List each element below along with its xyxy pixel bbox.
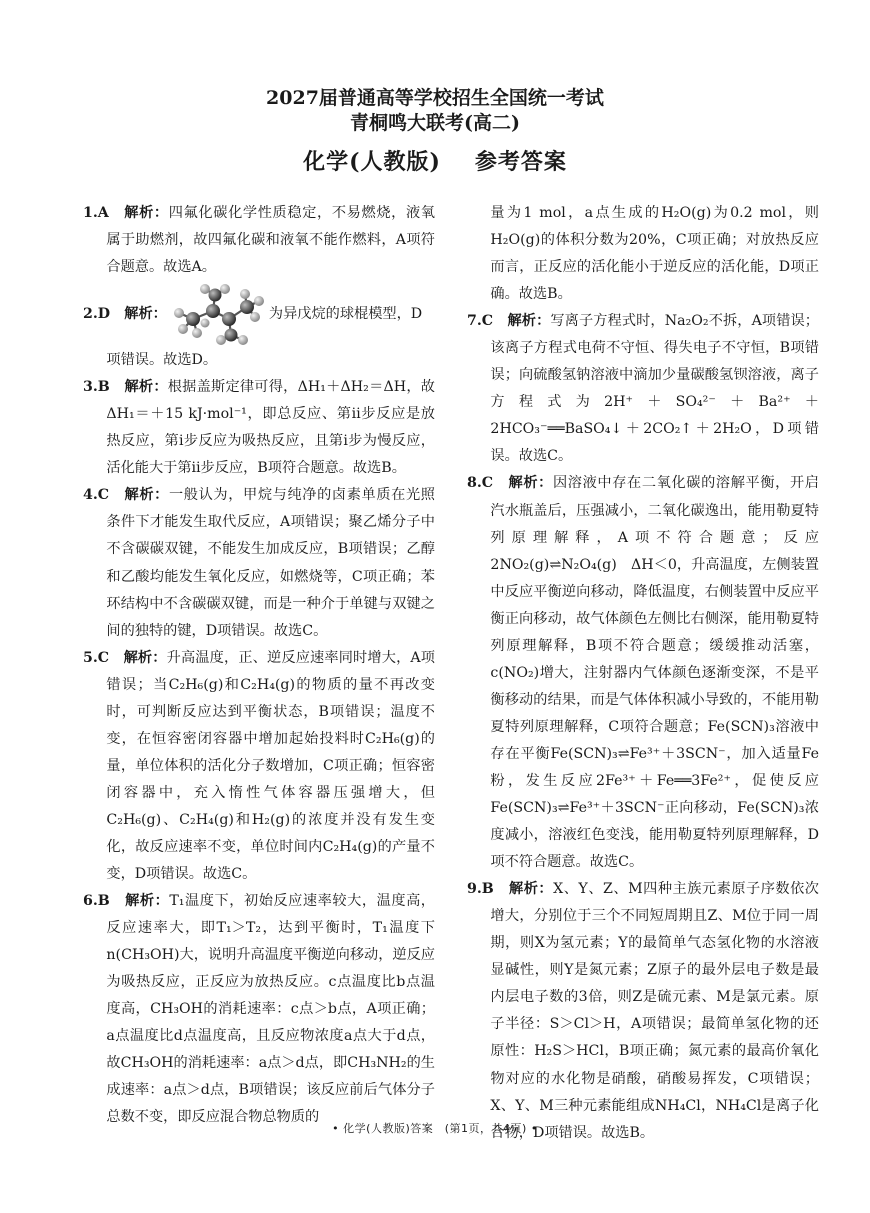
answer-4 [83,482,435,644]
answer-8-text: 因溶液中存在二氧化碳的溶解平衡，开启汽水瓶盖后，压强减小，二氧化碳逸出，能用勒夏特列原理解释，A项不符合题意；反应2NO₂(g)⇌N₂O₄(g) ΔH＜0，升高温度，左侧装置中反应平衡逆向移动，降低温度，右侧装置中反应平衡正向移动，故气体颜色左侧比右侧深，能用勒夏特列原理解释，B项不符合题意；缓缓推动活塞，c(NO₂)增大，注射器内气体颜色逐渐变深，不是平衡移动的结果，而是气体体积减小导致的，不能用勒夏特列原理解释，C项符合题意；Fe(SCN)₃溶液中存在平衡Fe(SCN)₃⇌Fe³⁺＋3SCN⁻，加入适量Fe粉，发生反应2Fe³⁺＋Fe══3Fe²⁺，促使反应Fe(SCN)₃⇌Fe³⁺＋3SCN⁻正向移动，Fe(SCN)₃浓度减小，溶液红色变浅，能用勒夏特列原理解释，D项不符合题意。故选C。 [490,475,819,871]
answer-6 [83,888,435,1131]
answer-2-cont: 项错误。故选D。 [106,352,218,369]
answer-3-text: 根据盖斯定律可得，ΔH₁＋ΔH₂＝ΔH，故ΔH₁＝＋15 kJ·mol⁻¹，即总反应、第ⅱ步反应是放热反应，第ⅰ步反应为吸热反应，且第ⅰ步为慢反应，活化能大于第ⅱ步反应，B项符合题意。故选B。 [106,379,435,477]
answer-8-head: 8.C 解析： [467,475,553,492]
answer-5-text: 升高温度，正、逆反应速率同时增大，A项错误；当C₂H₆(g)和C₂H₄(g)的物质的量不再改变时，可判断反应达到平衡状态，B项错误；温度不变，在恒容密闭容器中增加起始投料时C₂H₆(g)的量，单位体积的活化分子数增加，C项正确；恒容密闭容器中，充入惰性气体容器压强增大，但C₂H₆(g)、C₂H₄(g)和H₂(g)的浓度并没有发生变化，故反应速率不变，单位时间内C₂H₄(g)的产量不变，D项错误。故选C。 [106,649,435,883]
answer-4-text: 一般认为，甲烷与纯净的卤素单质在光照条件下才能发生取代反应，A项错误；聚乙烯分子中不含碳碳双键，不能发生加成反应，B项错误；乙醇和乙酸均能发生氧化反应，如燃烧等，C项正确；苯环结构中不含碳碳双键，而是一种介于单键与双键之间的独特的键，D项错误。故选C。 [106,487,435,639]
answer-6-cont: 量为1 mol，a点生成的H₂O(g)为0.2 mol，则H₂O(g)的体积分数为20%，C项正确；对放热反应而言，正反应的活化能小于逆反应的活化能，D项正确。故选B。 [490,205,819,303]
answer-2-text: 为异戊烷的球棍模型，D [268,305,423,322]
doc-type: 参考答案 [474,149,567,175]
isopentane-ball-stick-model-image [171,283,267,345]
answer-5-head: 5.C 解析： [83,649,167,666]
answer-4-head: 4.C 解析： [83,487,169,504]
exam-title: 2027届普通高等学校招生全国统一考试 [266,87,604,109]
answer-2 [83,281,435,347]
answer-7-text: 写离子方程式时，Na₂O₂不拆，A项错误；该离子方程式电荷不守恒、得失电子不守恒，B项错误；向硫酸氢钠溶液中滴加少量碳酸氢钡溶液，离子方程式为2H⁺＋SO₄²⁻＋Ba²⁺＋2HCO₃⁻══BaSO₄↓＋2CO₂↑＋2H₂O，D项错误。故选C。 [490,313,819,465]
answer-3-head: 3.B 解析： [83,379,168,396]
answer-3 [83,374,435,482]
answer-9-text: X、Y、Z、M四种主族元素原子序数依次增大，分别位于三个不同短周期且Z、M位于同一周期，则X为氢元素；Y的最简单气态氢化物的水溶液显碱性，则Y是氮元素；Z原子的最外层电子数是最内层电子数的3倍，则Z是硫元素、M是氯元素。原子半径：S＞Cl＞H，A项错误；最简单氢化物的还原性：H₂S＞HCl，B项正确；氮元素的最高价氧化物对应的水化物是硝酸，硝酸易挥发，C项错误；X、Y、M三种元素能组成NH₄Cl，NH₄Cl是离子化合物，D项错误。故选B。 [490,881,819,1141]
answer-1 [83,200,435,281]
right-column [467,200,819,1147]
subject-name: 化学(人教版) [303,149,441,175]
answer-2-head: 2.D 解析： [83,305,167,322]
answer-6-head: 6.B 解析： [83,893,170,910]
answer-8 [467,470,819,876]
answer-9 [467,876,819,1146]
answer-9-head: 9.B 解析： [467,881,554,898]
subject-heading [0,145,870,176]
answer-7-head: 7.C 解析： [467,313,551,330]
page-footer: • 化学(人教版)答案 (第1页，共4页) • [332,1122,538,1135]
answer-5 [83,645,435,888]
left-column [83,200,435,1132]
exam-subtitle: 青桐鸣大联考(高二) [350,112,520,134]
answer-1-text: 四氟化碳化学性质稳定，不易燃烧，液氧属于助燃剂，故四氟化碳和液氧不能作燃料，A项符合题意。故选A。 [106,205,435,276]
answer-7 [467,308,819,470]
answer-1-head: 1.A 解析： [83,205,169,221]
answer-6-text: T₁温度下，初始反应速率较大，温度高，反应速率大，即T₁＞T₂，达到平衡时，T₁温度下n(CH₃OH)大，说明升高温度平衡逆向移动，逆反应为吸热反应，正反应为放热反应。c点温度比b点温度高，CH₃OH的消耗速率：c点＞b点，A项正确；a点温度比d点温度高，且反应物浓度a点大于d点，故CH₃OH的消耗速率：a点＞d点，即CH₃NH₂的生成速率：a点＞d点，B项错误；该反应前后气体分子总数不变，即反应混合物总物质的 [106,893,435,1126]
